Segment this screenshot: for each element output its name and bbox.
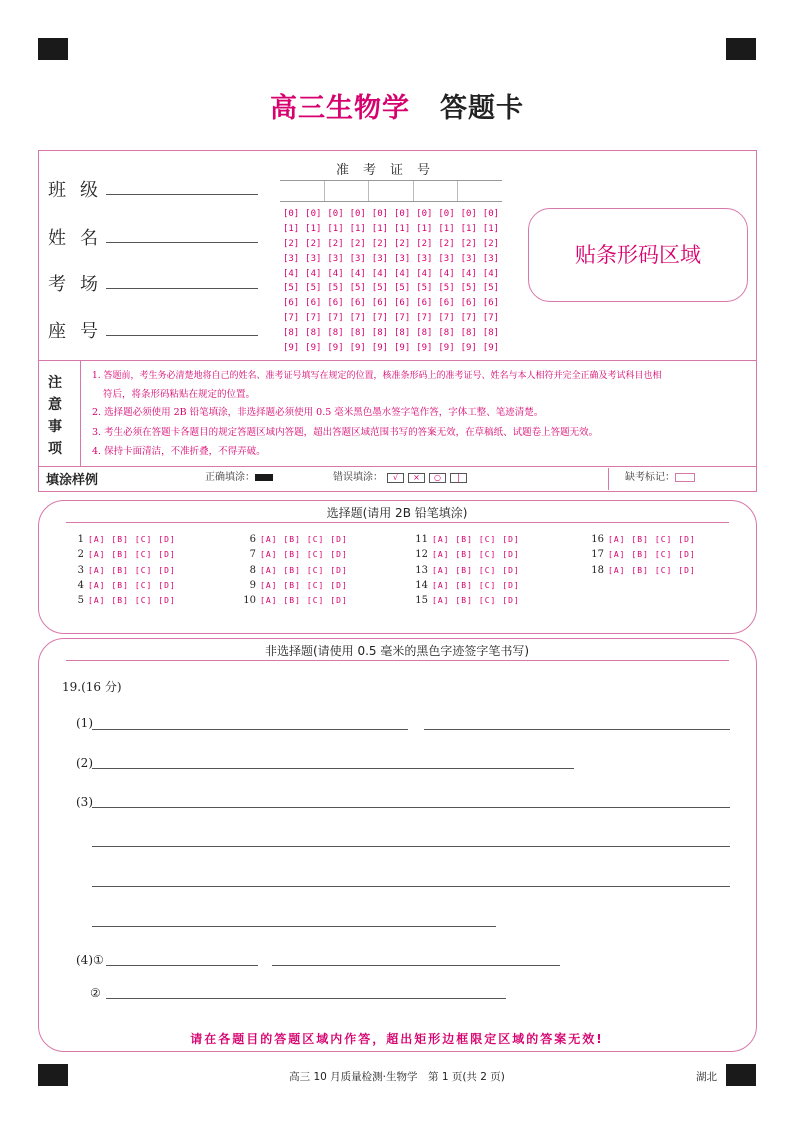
mc-option-bubble[interactable]: [A] (432, 581, 450, 591)
info-divider (38, 360, 757, 361)
answer-area-warning: 请在各题目的答题区域内作答，超出矩形边框限定区域的答案无效! (190, 1032, 604, 1046)
mc-option-bubble[interactable]: [D] (502, 535, 520, 545)
exam-digit-bubble[interactable]: [7] (349, 313, 366, 324)
mc-option-bubble[interactable]: [D] (678, 535, 696, 545)
mc-option-bubble[interactable]: [B] (455, 565, 473, 575)
mc-question-row (412, 593, 526, 608)
mc-option-bubble[interactable]: [D] (330, 581, 348, 591)
correct-fill-label: 正确填涂： (205, 472, 255, 483)
mc-question-number: 18 (591, 564, 604, 576)
mc-question-row (588, 532, 702, 547)
mc-question-row (68, 547, 182, 562)
exam-digit-bubble[interactable]: [2] (327, 238, 344, 249)
mc-question-number: 9 (249, 580, 256, 592)
exam-room-label: 考场 (48, 274, 112, 295)
barcode-label: 贴条形码区域 (575, 243, 701, 267)
exam-digit-bubble[interactable]: [2] (393, 238, 411, 249)
mc-question-row (68, 578, 182, 593)
part-4-1-label: (4)① (76, 953, 104, 967)
exam-digit-bubble[interactable]: [8] (349, 328, 366, 339)
absent-mark-box[interactable] (675, 473, 695, 482)
part-3-label: (3) (76, 795, 93, 809)
mc-option-bubble[interactable]: [D] (158, 565, 176, 575)
exam-digit-bubble[interactable]: [3] (438, 253, 455, 264)
mc-option-bubble[interactable]: [A] (88, 550, 106, 560)
exam-digit-bubble[interactable]: [2] (416, 238, 433, 249)
mc-option-bubble[interactable]: [C] (134, 581, 153, 591)
mc-option-bubble[interactable]: [A] (432, 535, 450, 545)
title-card: 答题卡 (440, 93, 524, 124)
notice-item-1-cont: 符后，将条形码粘贴在规定的位置。 (103, 389, 256, 400)
wrong-fill-label: 错误填涂： (333, 472, 383, 483)
exam-digit-bubble[interactable]: [5] (393, 283, 411, 294)
exam-digit-bubble[interactable]: [8] (305, 328, 322, 339)
mc-option-bubble[interactable]: [A] (88, 565, 106, 575)
exam-digit-bubble[interactable]: [3] (482, 253, 500, 264)
page-footer: 高三 10 月质量检测·生物学 第 1 页(共 2 页) (289, 1071, 505, 1083)
multiple-choice-title: 选择题(请用 2B 铅笔填涂) (326, 506, 468, 520)
exam-digit-bubble[interactable]: [6] (393, 298, 411, 309)
class-label: 班级 (48, 180, 112, 201)
exam-digit-row (280, 222, 502, 237)
exam-digit-bubble[interactable]: [3] (282, 253, 300, 264)
mc-question-row (68, 593, 182, 608)
exam-digit-bubble[interactable]: [4] (393, 268, 411, 279)
mc-question-row (240, 593, 354, 608)
class-input[interactable] (106, 194, 258, 195)
mc-option-bubble[interactable]: [A] (88, 596, 106, 606)
exam-digit-bubble[interactable]: [5] (305, 283, 322, 294)
exam-digit-bubble[interactable]: [5] (482, 283, 500, 294)
exam-digit-bubble[interactable]: [9] (349, 343, 366, 354)
mc-option-bubble[interactable]: [D] (158, 550, 176, 560)
mc-question-number: 10 (243, 595, 256, 607)
mc-column-1 (68, 532, 182, 608)
exam-digit-bubble[interactable]: [0] (482, 209, 500, 219)
mc-question-number: 16 (591, 534, 604, 546)
mc-question-row (412, 578, 526, 593)
fill-sample-label: 填涂样例 (46, 473, 99, 488)
exam-digit-bubble[interactable]: [2] (460, 238, 477, 249)
exam-digit-bubble[interactable]: [2] (305, 238, 322, 249)
exam-digit-bubble[interactable]: [5] (349, 283, 366, 294)
exam-digit-bubble[interactable]: [9] (460, 343, 477, 354)
exam-digit-row (280, 252, 502, 267)
exam-digit-bubble[interactable]: [2] (282, 238, 300, 249)
mc-question-row (240, 532, 354, 547)
notice-heading-3: 事 (48, 419, 62, 435)
title-subject: 高三生物学 (270, 93, 410, 124)
part-4-1-answer-line-a[interactable] (106, 965, 258, 966)
exam-digit-bubble[interactable]: [7] (416, 313, 433, 324)
mc-option-bubble[interactable]: [C] (654, 550, 673, 560)
exam-digit-bubble[interactable]: [0] (460, 209, 477, 219)
mc-question-number: 6 (249, 534, 256, 546)
exam-digit-bubble[interactable]: [8] (282, 328, 300, 339)
exam-digit-bubble[interactable]: [2] (438, 238, 455, 249)
mc-option-bubble[interactable]: [B] (631, 565, 649, 575)
mc-option-bubble[interactable]: [A] (432, 565, 450, 575)
mc-option-bubble[interactable]: [D] (158, 596, 176, 606)
exam-digit-row (280, 296, 502, 311)
fill-sample-divider (38, 466, 757, 467)
mc-option-bubble[interactable]: [B] (283, 535, 301, 545)
exam-digit-bubble[interactable]: [3] (371, 253, 389, 264)
exam-number-box[interactable] (458, 181, 502, 201)
mc-option-bubble[interactable]: [C] (306, 565, 325, 575)
mc-option-bubble[interactable]: [C] (134, 565, 153, 575)
part-3-answer-line-3[interactable] (92, 886, 730, 887)
mc-option-bubble[interactable]: [B] (111, 550, 129, 560)
mc-question-number: 11 (415, 534, 428, 546)
absent-mark-sample (625, 468, 695, 483)
name-input[interactable] (106, 242, 258, 243)
mc-option-bubble[interactable]: [D] (330, 550, 348, 560)
exam-digit-bubble[interactable]: [8] (438, 328, 455, 339)
mc-option-bubble[interactable]: [C] (478, 596, 497, 606)
notice-heading-4: 项 (48, 441, 62, 457)
mc-question-row (240, 547, 354, 562)
part-2-label: (2) (76, 756, 93, 770)
exam-digit-bubble[interactable]: [4] (460, 268, 477, 279)
exam-digit-bubble[interactable]: [9] (371, 343, 389, 354)
mc-question-number: 14 (415, 580, 428, 592)
part-1-answer-line-a[interactable] (92, 729, 408, 730)
region-label: 湖北 (696, 1071, 717, 1083)
exam-digit-bubble[interactable]: [3] (416, 253, 433, 264)
exam-number-boxes[interactable] (280, 180, 502, 202)
exam-digit-bubble[interactable]: [1] (327, 223, 344, 234)
wrong-mark-check-icon: √ (387, 473, 404, 483)
mc-question-row (412, 563, 526, 578)
mc-question-row (68, 563, 182, 578)
exam-digit-bubble[interactable]: [8] (460, 328, 477, 339)
exam-digit-bubble[interactable]: [6] (438, 298, 455, 309)
mc-option-bubble[interactable]: [D] (158, 535, 176, 545)
mc-option-bubble[interactable]: [D] (502, 596, 520, 606)
mc-option-bubble[interactable]: [D] (330, 596, 348, 606)
exam-digit-bubble[interactable]: [7] (282, 313, 300, 324)
exam-digit-bubble[interactable]: [0] (327, 209, 344, 219)
mc-option-bubble[interactable]: [C] (134, 596, 153, 606)
exam-digit-bubble[interactable]: [3] (327, 253, 344, 264)
mc-option-bubble[interactable]: [C] (478, 581, 497, 591)
mc-question-row (588, 547, 702, 562)
mc-option-bubble[interactable]: [D] (330, 565, 348, 575)
exam-digit-bubble[interactable]: [7] (393, 313, 411, 324)
exam-digit-row (280, 207, 502, 222)
notice-item-3: 3. 考生必须在答题卡各题目的规定答题区域内答题，超出答题区域范围书写的答案无效，在草稿纸、试题卷上答题无效。 (92, 427, 599, 438)
exam-digit-bubble[interactable]: [9] (305, 343, 322, 354)
exam-digit-bubble[interactable]: [4] (349, 268, 366, 279)
exam-digit-bubble[interactable]: [0] (438, 209, 455, 219)
mc-question-number: 4 (77, 580, 84, 592)
mc-option-bubble[interactable]: [A] (608, 535, 626, 545)
mc-question-row (240, 578, 354, 593)
part-2-answer-line[interactable] (92, 768, 574, 769)
mc-option-bubble[interactable]: [B] (455, 550, 473, 560)
mc-option-bubble[interactable]: [C] (654, 565, 673, 575)
mc-option-bubble[interactable]: [A] (260, 581, 278, 591)
mc-question-row (240, 563, 354, 578)
mc-option-bubble[interactable]: [D] (158, 581, 176, 591)
exam-digit-bubble[interactable]: [5] (282, 283, 300, 294)
exam-digit-bubble[interactable]: [6] (482, 298, 500, 309)
mc-option-bubble[interactable]: [D] (502, 550, 520, 560)
exam-digit-bubble[interactable]: [4] (327, 268, 344, 279)
wrong-fill-sample (333, 468, 467, 483)
exam-digit-bubble[interactable]: [7] (460, 313, 477, 324)
exam-digit-bubble[interactable]: [8] (482, 328, 500, 339)
exam-digit-bubble[interactable]: [5] (416, 283, 433, 294)
mc-option-bubble[interactable]: [D] (502, 581, 520, 591)
mc-option-bubble[interactable]: [A] (260, 596, 278, 606)
mc-option-bubble[interactable]: [C] (306, 535, 325, 545)
wrong-mark-circle-icon: ○ (429, 473, 446, 483)
exam-number-box[interactable] (280, 181, 325, 201)
exam-number-box[interactable] (369, 181, 414, 201)
exam-digit-row (280, 281, 502, 296)
exam-number-bubbles (280, 207, 502, 356)
page-title (0, 86, 794, 125)
mc-option-bubble[interactable]: [C] (654, 535, 673, 545)
mc-question-number: 5 (77, 595, 84, 607)
part-3-answer-line-1[interactable] (92, 807, 730, 808)
exam-digit-bubble[interactable]: [9] (416, 343, 433, 354)
exam-digit-bubble[interactable]: [8] (416, 328, 433, 339)
exam-digit-bubble[interactable]: [3] (393, 253, 411, 264)
mc-option-bubble[interactable]: [A] (608, 565, 626, 575)
exam-room-input[interactable] (106, 288, 258, 289)
exam-digit-bubble[interactable]: [9] (482, 343, 500, 354)
exam-digit-bubble[interactable]: [4] (482, 268, 500, 279)
exam-digit-bubble[interactable]: [0] (371, 209, 389, 219)
mc-option-bubble[interactable]: [B] (283, 550, 301, 560)
exam-digit-bubble[interactable]: [1] (282, 223, 300, 234)
exam-number-box[interactable] (325, 181, 370, 201)
wrong-mark-cross-icon: × (408, 473, 425, 483)
mc-option-bubble[interactable]: [B] (631, 550, 649, 560)
wrong-mark-bar-icon: | (450, 473, 467, 483)
exam-digit-bubble[interactable]: [5] (327, 283, 344, 294)
non-choice-title: 非选择题(请使用 0.5 毫米的黑色字迹签字笔书写) (264, 644, 530, 658)
exam-digit-bubble[interactable]: [3] (305, 253, 322, 264)
exam-number-box[interactable] (414, 181, 459, 201)
fill-sample-separator (608, 468, 609, 490)
mc-option-bubble[interactable]: [D] (678, 565, 696, 575)
exam-digit-row (280, 237, 502, 252)
exam-digit-bubble[interactable]: [4] (416, 268, 433, 279)
exam-digit-bubble[interactable]: [0] (349, 209, 366, 219)
name-label: 姓名 (48, 228, 112, 249)
part-1-answer-line-b[interactable] (424, 729, 730, 730)
exam-digit-bubble[interactable]: [3] (349, 253, 366, 264)
mc-option-bubble[interactable]: [D] (330, 535, 348, 545)
registration-mark-top-right (726, 38, 756, 60)
mc-question-number: 17 (591, 549, 604, 561)
mc-question-number: 7 (249, 549, 256, 561)
exam-digit-bubble[interactable]: [1] (460, 223, 477, 234)
mc-column-2 (240, 532, 354, 608)
exam-digit-bubble[interactable]: [4] (282, 268, 300, 279)
mc-option-bubble[interactable]: [C] (134, 550, 153, 560)
exam-digit-bubble[interactable]: [3] (460, 253, 477, 264)
mc-option-bubble[interactable]: [D] (678, 550, 696, 560)
exam-digit-bubble[interactable]: [0] (305, 209, 322, 219)
mc-question-number: 2 (77, 549, 84, 561)
mc-option-bubble[interactable]: [A] (608, 550, 626, 560)
mc-option-bubble[interactable]: [A] (432, 596, 450, 606)
exam-digit-row (280, 311, 502, 326)
part-3-answer-line-4[interactable] (92, 926, 496, 927)
exam-digit-bubble[interactable]: [1] (416, 223, 433, 234)
exam-digit-bubble[interactable]: [9] (393, 343, 411, 354)
exam-digit-bubble[interactable]: [0] (393, 209, 411, 219)
exam-number-title: 准考证号 (335, 163, 444, 178)
exam-digit-bubble[interactable]: [6] (460, 298, 477, 309)
mc-option-bubble[interactable]: [C] (478, 535, 497, 545)
exam-digit-bubble[interactable]: [6] (282, 298, 300, 309)
exam-digit-bubble[interactable]: [9] (327, 343, 344, 354)
mc-option-bubble[interactable]: [C] (478, 550, 497, 560)
mc-option-bubble[interactable]: [A] (88, 535, 106, 545)
correct-fill-sample (205, 468, 273, 483)
mc-question-number: 3 (77, 564, 84, 576)
mc-option-bubble[interactable]: [C] (306, 596, 325, 606)
mc-option-bubble[interactable]: [B] (111, 596, 129, 606)
exam-digit-bubble[interactable]: [9] (282, 343, 300, 354)
mc-option-bubble[interactable]: [C] (306, 550, 325, 560)
mc-question-row (412, 547, 526, 562)
notice-item-2: 2. 选择题必须使用 2B 铅笔填涂，非选择题必须使用 0.5 毫米黑色墨水签字笔作答，字体工整、笔迹清楚。 (92, 407, 544, 418)
mc-question-number: 15 (415, 595, 428, 607)
question-19-label: 19.(16 分) (62, 680, 122, 694)
exam-digit-bubble[interactable]: [6] (327, 298, 344, 309)
exam-digit-bubble[interactable]: [1] (371, 223, 389, 234)
exam-digit-bubble[interactable]: [7] (371, 313, 389, 324)
mc-option-bubble[interactable]: [B] (631, 535, 649, 545)
mc-question-number: 1 (77, 534, 84, 546)
notice-item-1: 1. 答题前，考生务必清楚地将自己的姓名、准考证号填写在规定的位置，核准条形码上的准考证号、姓名与本人相符并完全正确及考试科目也相 (92, 371, 662, 381)
mc-option-bubble[interactable]: [B] (111, 565, 129, 575)
mc-option-bubble[interactable]: [B] (455, 596, 473, 606)
mc-question-row (68, 532, 182, 547)
notice-heading-1: 注 (48, 375, 62, 391)
mc-option-bubble[interactable]: [A] (432, 550, 450, 560)
exam-digit-bubble[interactable]: [5] (371, 283, 389, 294)
exam-digit-bubble[interactable]: [8] (393, 328, 411, 339)
mc-option-bubble[interactable]: [B] (455, 535, 473, 545)
exam-digit-bubble[interactable]: [1] (305, 223, 322, 234)
registration-mark-top-left (38, 38, 68, 60)
mc-option-bubble[interactable]: [B] (283, 581, 301, 591)
exam-digit-bubble[interactable]: [0] (416, 209, 433, 219)
mc-column-4 (588, 532, 702, 578)
non-choice-title-divider (66, 660, 729, 661)
exam-digit-bubble[interactable]: [6] (349, 298, 366, 309)
exam-digit-bubble[interactable]: [1] (393, 223, 411, 234)
exam-digit-bubble[interactable]: [4] (438, 268, 455, 279)
exam-digit-bubble[interactable]: [7] (305, 313, 322, 324)
part-4-2-label: ② (90, 986, 101, 1000)
seat-label: 座号 (48, 321, 112, 342)
exam-digit-bubble[interactable]: [6] (416, 298, 433, 309)
exam-digit-bubble[interactable]: [6] (305, 298, 322, 309)
exam-digit-bubble[interactable]: [8] (371, 328, 389, 339)
exam-digit-bubble[interactable]: [2] (482, 238, 500, 249)
exam-digit-bubble[interactable]: [2] (371, 238, 389, 249)
exam-digit-bubble[interactable]: [7] (438, 313, 455, 324)
mc-question-number: 8 (249, 564, 256, 576)
absent-mark-label: 缺考标记： (625, 472, 675, 483)
exam-digit-bubble[interactable]: [6] (371, 298, 389, 309)
correct-fill-swatch (255, 474, 273, 481)
mc-option-bubble[interactable]: [B] (111, 581, 129, 591)
exam-digit-bubble[interactable]: [5] (438, 283, 455, 294)
mc-column-3 (412, 532, 526, 608)
part-3-answer-line-2[interactable] (92, 846, 730, 847)
mc-question-row (588, 563, 702, 578)
exam-digit-bubble[interactable]: [7] (482, 313, 500, 324)
exam-digit-bubble[interactable]: [0] (282, 209, 300, 219)
mc-option-bubble[interactable]: [B] (111, 535, 129, 545)
barcode-area (528, 208, 748, 302)
non-choice-box (38, 638, 757, 1052)
mc-option-bubble[interactable]: [B] (283, 565, 301, 575)
mc-question-number: 13 (415, 564, 428, 576)
mc-option-bubble[interactable]: [C] (134, 535, 153, 545)
exam-digit-row (280, 341, 502, 356)
exam-digit-bubble[interactable]: [4] (371, 268, 389, 279)
part-1-label: (1) (76, 716, 93, 730)
mc-option-bubble[interactable]: [C] (306, 581, 325, 591)
part-4-2-answer-line[interactable] (106, 998, 506, 999)
mc-option-bubble[interactable]: [A] (88, 581, 106, 591)
exam-digit-bubble[interactable]: [7] (327, 313, 344, 324)
mc-option-bubble[interactable]: [A] (260, 550, 278, 560)
mc-option-bubble[interactable]: [C] (478, 565, 497, 575)
exam-digit-bubble[interactable]: [9] (438, 343, 455, 354)
mc-option-bubble[interactable]: [B] (455, 581, 473, 591)
exam-digit-bubble[interactable]: [1] (349, 223, 366, 234)
mc-option-bubble[interactable]: [D] (502, 565, 520, 575)
mc-option-bubble[interactable]: [B] (283, 596, 301, 606)
mc-question-number: 12 (415, 549, 428, 561)
mc-question-row (412, 532, 526, 547)
exam-digit-bubble[interactable]: [4] (305, 268, 322, 279)
part-4-1-answer-line-b[interactable] (272, 965, 560, 966)
mc-option-bubble[interactable]: [A] (260, 565, 278, 575)
mc-option-bubble[interactable]: [A] (260, 535, 278, 545)
exam-digit-bubble[interactable]: [2] (349, 238, 366, 249)
multiple-choice-title-divider (66, 522, 729, 523)
notice-item-4: 4. 保持卡面清洁，不准折叠，不得弄破。 (92, 446, 266, 457)
exam-digit-bubble[interactable]: [8] (327, 328, 344, 339)
exam-digit-row (280, 267, 502, 282)
notice-vertical-divider (80, 360, 81, 466)
exam-digit-bubble[interactable]: [1] (438, 223, 455, 234)
seat-input[interactable] (106, 335, 258, 336)
exam-digit-bubble[interactable]: [5] (460, 283, 477, 294)
exam-digit-row (280, 326, 502, 341)
notice-heading-2: 意 (48, 397, 62, 413)
exam-digit-bubble[interactable]: [1] (482, 223, 500, 234)
